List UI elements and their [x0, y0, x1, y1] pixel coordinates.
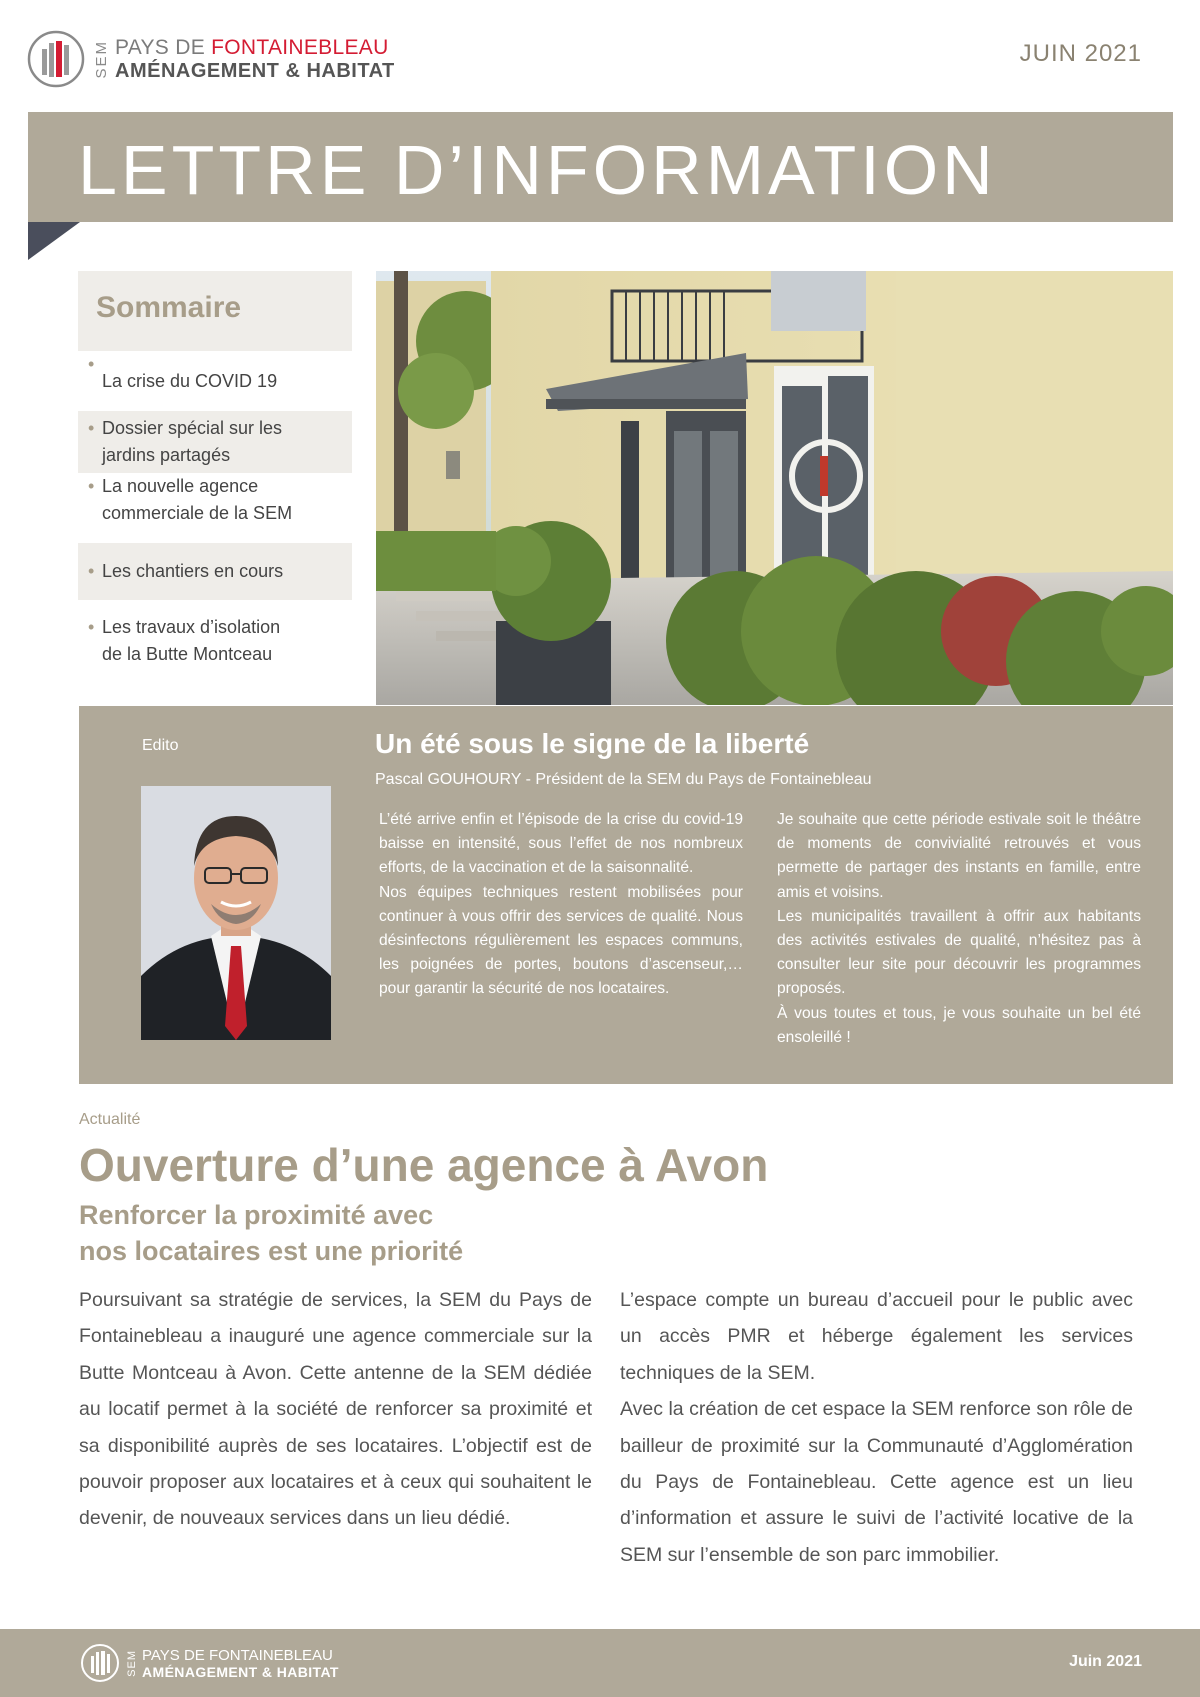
- article-column-1: [79, 1282, 592, 1537]
- footer-logo-line-1: PAYS DE FONTAINEBLEAU: [142, 1646, 333, 1664]
- bullet-icon: •: [88, 418, 95, 438]
- issue-date: JUIN 2021: [1019, 40, 1142, 67]
- title-banner: [28, 112, 1173, 222]
- toc-item-line: Les travaux d’isolation: [102, 617, 281, 637]
- toc-item[interactable]: [78, 411, 352, 473]
- article-paragraph: L’espace compte un bureau d’accueil pour le public avec un accès PMR et héberge également les services techniques de la SEM.: [620, 1289, 1133, 1384]
- toc-list: [78, 351, 352, 680]
- footer-logo-line-2: AMÉNAGEMENT & HABITAT: [142, 1663, 339, 1680]
- edito-paragraph: Nos équipes techniques restent mobilisées pour continuer à vous offrir des services de qualité. Nous désinfectons régulièrement les espaces communs, les poignées de portes, boutons d’ascenseur,… pour garantir la sécurité de nos locataires.: [379, 883, 743, 998]
- toc-item[interactable]: [78, 600, 352, 680]
- president-portrait: [141, 786, 331, 1040]
- newsletter-title: LETTRE D’INFORMATION: [78, 131, 997, 209]
- page-footer: [0, 1629, 1200, 1697]
- toc-header: [78, 271, 352, 351]
- table-of-contents: [78, 271, 352, 680]
- bullet-icon: •: [88, 354, 95, 374]
- logo-line-1-highlight: FONTAINEBLEAU: [211, 36, 389, 59]
- footer-logo-sem-label: SEM: [126, 1649, 138, 1677]
- bullet-icon: •: [88, 476, 95, 496]
- sem-logo-icon: [26, 29, 86, 89]
- header-logo: [26, 28, 395, 90]
- edito-paragraph: À vous toutes et tous, je vous souhaite un bel été ensoleillé !: [777, 1004, 1141, 1046]
- logo-line-1-prefix: PAYS DE: [115, 36, 212, 59]
- article-subtitle: [79, 1197, 463, 1269]
- toc-item[interactable]: [78, 473, 352, 543]
- article-title: Ouverture d’une agence à Avon: [79, 1139, 769, 1191]
- article-rubrique: Actualité: [79, 1111, 141, 1128]
- edito-column-1: [379, 808, 743, 1002]
- toc-item-line: commerciale de la SEM: [102, 503, 293, 523]
- article-paragraph: Poursuivant sa stratégie de services, la SEM du Pays de Fontainebleau a inauguré une agence commerciale sur la Butte Montceau à Avon. Cette antenne de la SEM dédiée au locatif permet à la société de renforcer sa proximité et sa disponibilité auprès de ses locataires. L’objectif est de pouvoir proposer aux locataires et à ceux qui souhaitent le devenir, de nouveaux services dans un lieu dédié.: [79, 1289, 592, 1530]
- edito-paragraph: Je souhaite que cette période estivale soit le théâtre de moments de convivialité retrouvés et vous permette de partager des instants en famille, entre amis et voisins.: [777, 811, 1141, 901]
- footer-logo: [80, 1641, 339, 1685]
- toc-item-line: de la Butte Montceau: [102, 644, 273, 664]
- toc-item-line: Dossier spécial sur les: [102, 418, 283, 438]
- logo-sem-label: SEM: [93, 39, 110, 79]
- edito-label: Edito: [142, 737, 179, 754]
- edito-title: Un été sous le signe de la liberté: [375, 728, 810, 759]
- edito-paragraph: Les municipalités travaillent à offrir aux habitants des activités estivales de qualité, n’hésitez pas à consulter leur site pour découvrir les programmes proposés.: [777, 907, 1141, 998]
- toc-item-line: Les chantiers en cours: [102, 561, 284, 581]
- footer-date: Juin 2021: [1069, 1653, 1142, 1670]
- edito-column-2: [777, 808, 1141, 1050]
- edito-paragraph: L’été arrive enfin et l’épisode de la crise du covid-19 baisse en intensité, sous l’effet de nos nombreux efforts, de la vaccination et de la saisonnalité.: [379, 811, 743, 877]
- bullet-icon: •: [88, 561, 95, 581]
- toc-item-line: La crise du COVID 19: [102, 371, 278, 391]
- sem-logo-icon: [80, 1643, 120, 1683]
- banner-fold-corner: [28, 222, 80, 260]
- edito-author: Pascal GOUHOURY - Président de la SEM du Pays de Fontainebleau: [375, 771, 872, 788]
- toc-item-line: La nouvelle agence: [102, 476, 259, 496]
- article-paragraph: Avec la création de cet espace la SEM renforce son rôle de bailleur de proximité sur la Communauté d’Agglomération du Pays de Fontainebleau. Cette agence est un lieu d’information et assure le suivi de l’activité locative de la SEM sur l’ensemble de son parc immobilier.: [620, 1398, 1133, 1566]
- article-column-2: [620, 1282, 1133, 1573]
- bullet-icon: •: [88, 617, 95, 637]
- logo-line-2: AMÉNAGEMENT & HABITAT: [115, 60, 395, 82]
- toc-title: Sommaire: [96, 291, 242, 324]
- toc-item[interactable]: [78, 543, 352, 600]
- toc-item[interactable]: [78, 351, 352, 411]
- building-entrance-photo: [376, 271, 1173, 705]
- edito-section: [79, 706, 1173, 1084]
- toc-item-line: jardins partagés: [102, 445, 231, 465]
- article-subtitle-line: nos locataires est une priorité: [79, 1236, 464, 1266]
- article-subtitle-line: Renforcer la proximité avec: [79, 1200, 434, 1230]
- logo-line-1: [115, 37, 395, 58]
